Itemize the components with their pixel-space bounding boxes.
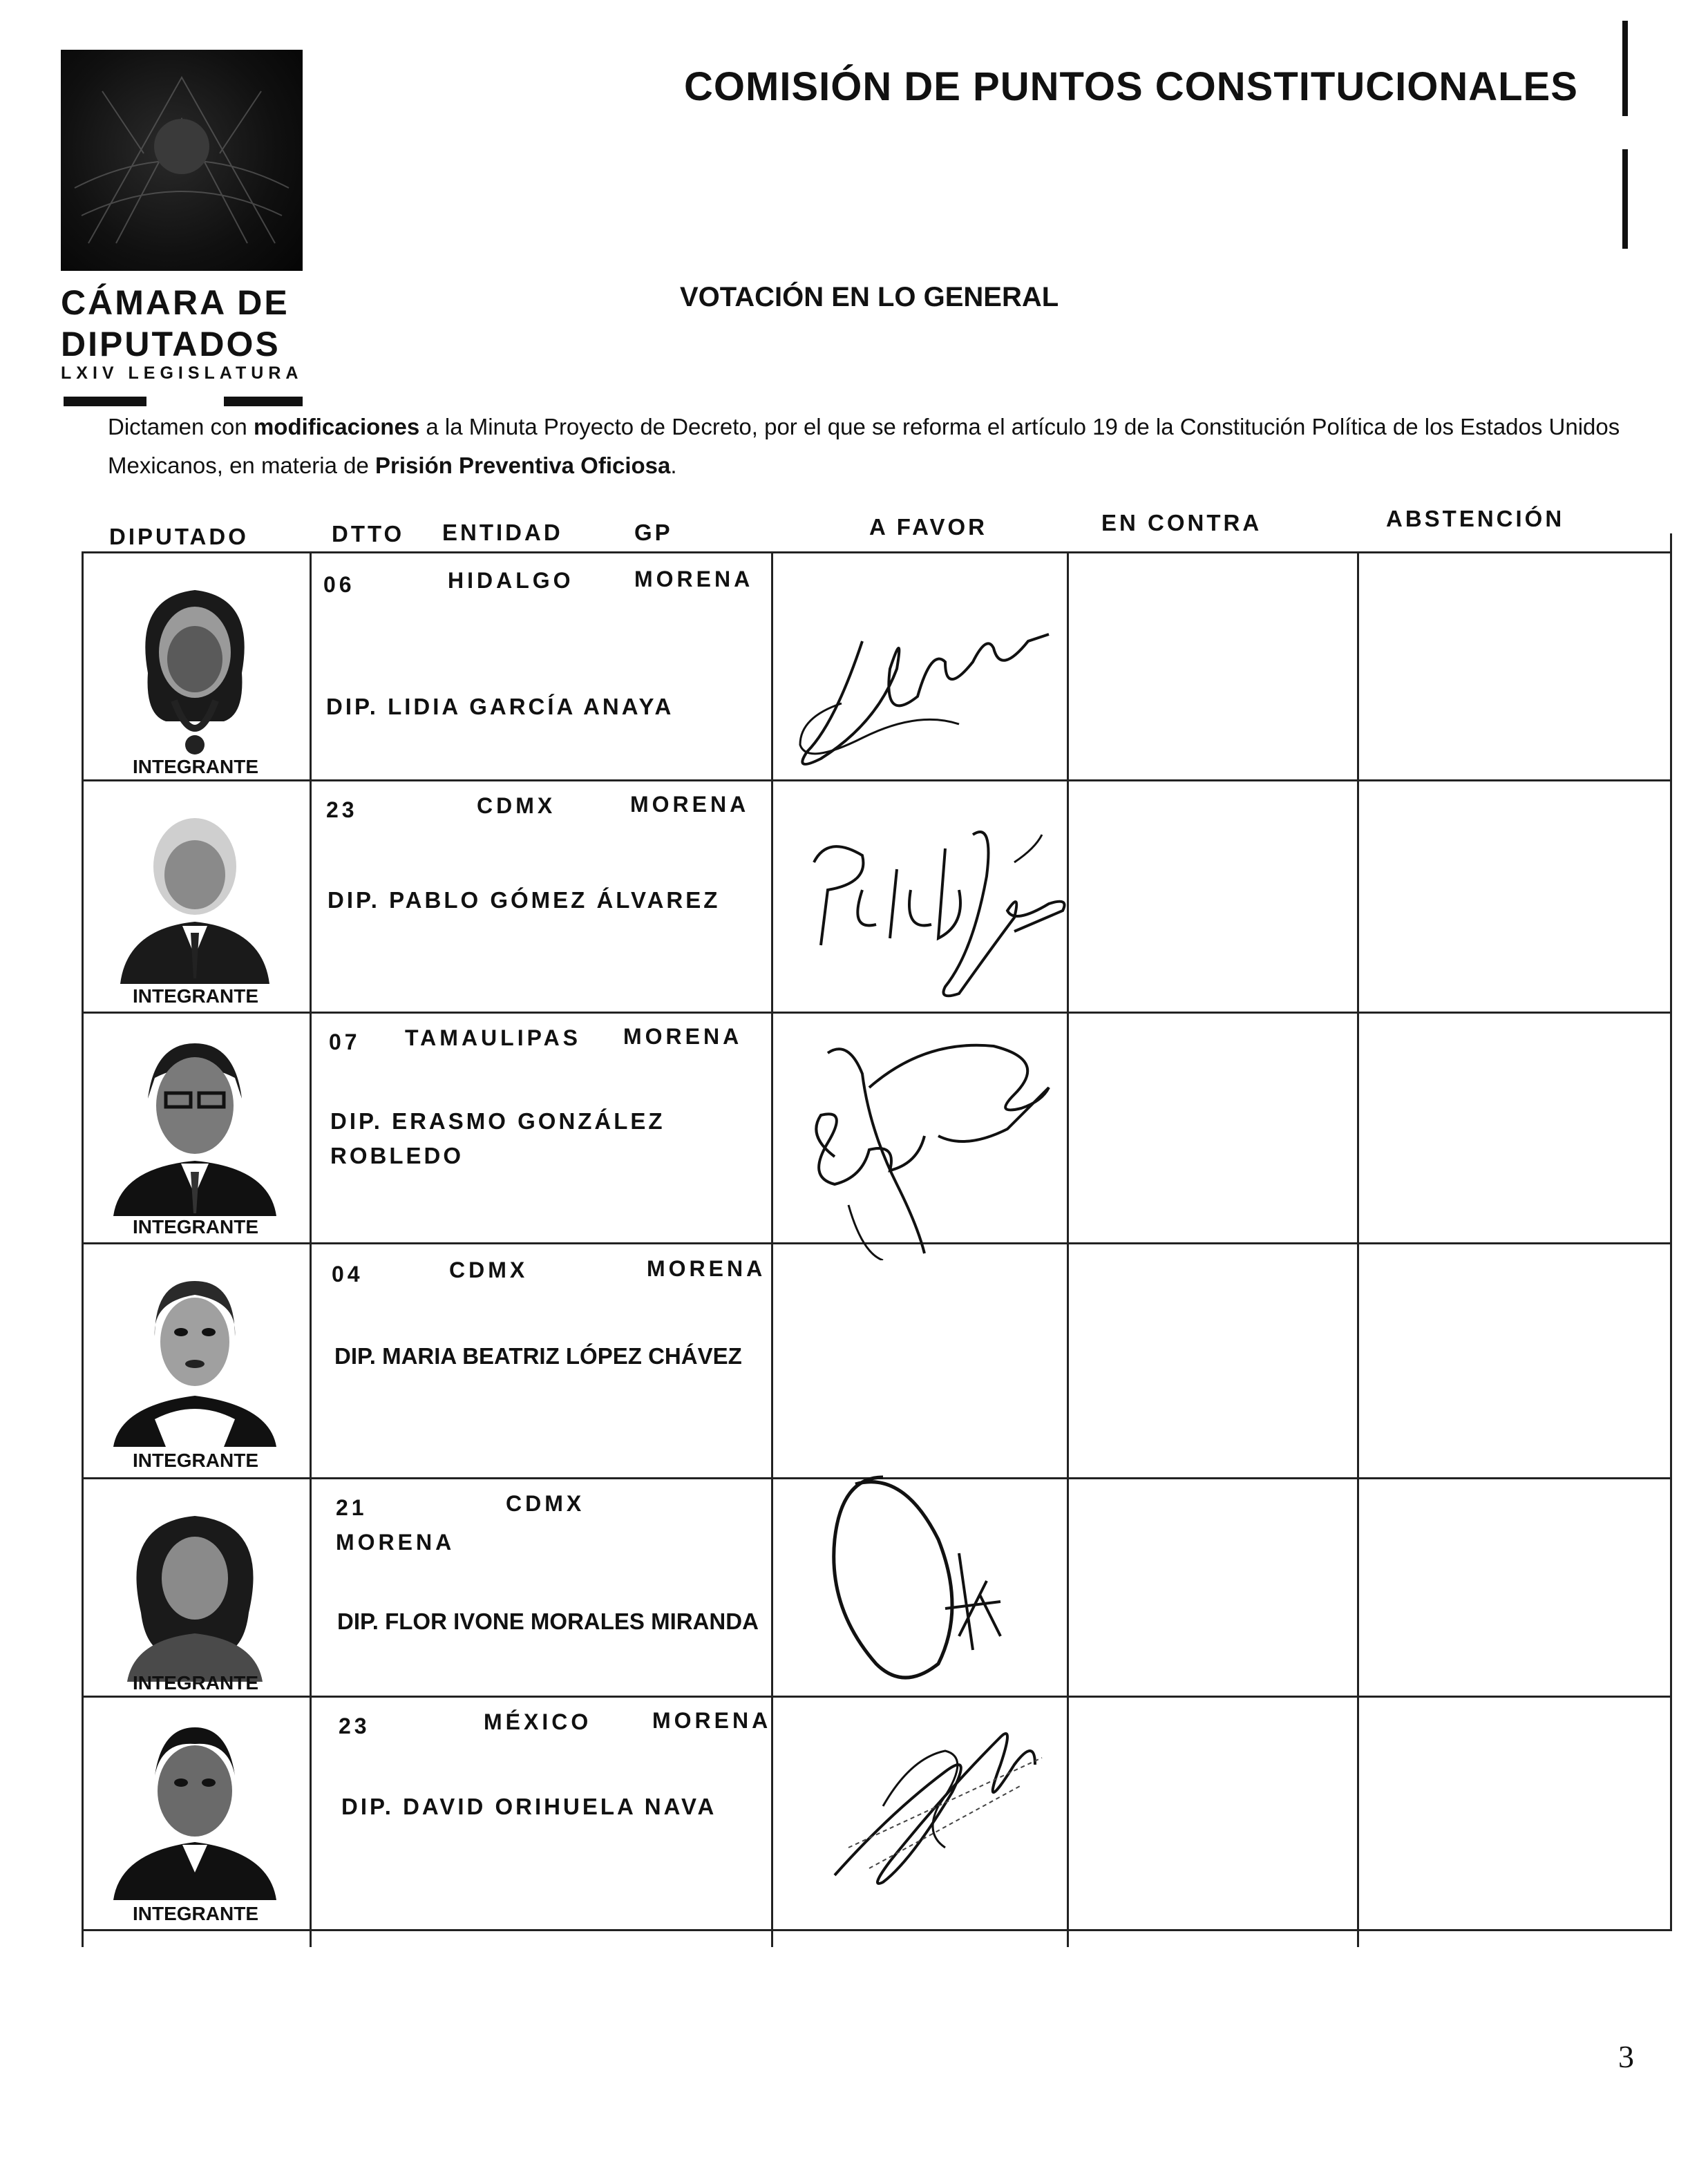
entity: TAMAULIPAS xyxy=(405,1025,582,1050)
role-label: INTEGRANTE xyxy=(133,985,258,1007)
entity: HIDALGO xyxy=(448,568,574,593)
entity: CDMX xyxy=(506,1491,585,1516)
logo-bar-right xyxy=(224,397,303,406)
table-row xyxy=(82,779,1672,1014)
col-header-gp: GP xyxy=(634,520,673,545)
party: MORENA xyxy=(652,1708,772,1733)
deputy-name-line2: ROBLEDO xyxy=(330,1143,464,1168)
signature-a-favor xyxy=(786,807,1076,1007)
signature-a-favor xyxy=(800,1457,1076,1691)
intro-bold: Prisión Preventiva Oficiosa xyxy=(375,453,671,478)
col-header-entidad: ENTIDAD xyxy=(442,520,563,545)
scan-edge-mark xyxy=(1622,21,1628,116)
district: 23 xyxy=(339,1714,370,1738)
intro-text: Dictamen con xyxy=(108,414,254,439)
table-row xyxy=(82,1242,1672,1479)
district: 04 xyxy=(332,1262,363,1287)
chamber-logo xyxy=(61,50,303,271)
role-label: INTEGRANTE xyxy=(133,1450,258,1471)
deputy-name: DIP. DAVID ORIHUELA NAVA xyxy=(341,1794,717,1819)
signature-a-favor xyxy=(807,1709,1070,1917)
deputy-photo xyxy=(106,569,283,756)
role-label: INTEGRANTE xyxy=(133,1903,258,1924)
deputy-name: DIP. PABLO GÓMEZ ÁLVAREZ xyxy=(328,887,721,913)
role-label: INTEGRANTE xyxy=(133,756,258,777)
party: MORENA xyxy=(630,792,750,817)
deputy-photo xyxy=(106,1714,283,1900)
intro-bold: modificaciones xyxy=(253,414,420,439)
page-number: 3 xyxy=(1618,2039,1634,2074)
org-name-line2: DIPUTADOS xyxy=(61,325,281,363)
commission-title: COMISIÓN DE PUNTOS CONSTITUCIONALES xyxy=(684,64,1578,109)
district: 06 xyxy=(323,572,355,597)
logo-emblem-icon xyxy=(61,50,303,271)
table-border-bottom xyxy=(82,1929,1672,1931)
party: MORENA xyxy=(623,1024,743,1049)
deputy-name: DIP. MARIA BEATRIZ LÓPEZ CHÁVEZ xyxy=(334,1343,742,1369)
deputy-photo xyxy=(106,1495,283,1682)
vote-type-title: VOTACIÓN EN LO GENERAL xyxy=(680,282,1059,312)
deputy-photo xyxy=(106,797,283,984)
org-name xyxy=(61,282,290,365)
deputy-photo xyxy=(106,1030,283,1216)
col-header-a-favor: A FAVOR xyxy=(869,514,988,540)
entity: CDMX xyxy=(449,1258,529,1282)
deputy-name xyxy=(330,1104,665,1173)
table-row xyxy=(82,1696,1672,1930)
entity: CDMX xyxy=(477,793,556,818)
district: 07 xyxy=(329,1030,361,1054)
deputy-photo xyxy=(106,1260,283,1447)
legislature-label: LXIV LEGISLATURA xyxy=(61,363,303,383)
signature-a-favor xyxy=(779,586,1070,779)
signature-a-favor xyxy=(786,1032,1076,1260)
col-header-en-contra: EN CONTRA xyxy=(1101,510,1262,535)
table-row xyxy=(82,551,1672,781)
party: MORENA xyxy=(647,1256,766,1281)
scan-edge-mark xyxy=(1622,149,1628,249)
intro-text: . xyxy=(670,453,677,478)
logo-bar-left xyxy=(64,397,146,406)
col-header-abstencion: ABSTENCIÓN xyxy=(1386,506,1565,531)
col-header-dtto: DTTO xyxy=(332,521,405,547)
org-name-line1: CÁMARA DE xyxy=(61,283,290,322)
intro-paragraph xyxy=(108,408,1628,485)
party: MORENA xyxy=(336,1530,455,1555)
vote-table xyxy=(82,533,1672,1947)
role-label: INTEGRANTE xyxy=(133,1672,258,1694)
party: MORENA xyxy=(634,567,754,591)
role-label: INTEGRANTE xyxy=(133,1216,258,1237)
entity: MÉXICO xyxy=(484,1709,592,1734)
deputy-name: DIP. FLOR IVONE MORALES MIRANDA xyxy=(337,1609,759,1634)
table-row xyxy=(82,1012,1672,1244)
district: 21 xyxy=(336,1495,368,1520)
col-header-diputado: DIPUTADO xyxy=(109,524,249,549)
table-row xyxy=(82,1477,1672,1698)
deputy-name: DIP. LIDIA GARCÍA ANAYA xyxy=(326,694,674,719)
district: 23 xyxy=(326,797,358,822)
deputy-name-line1: DIP. ERASMO GONZÁLEZ xyxy=(330,1108,665,1134)
intro-text: a la Minuta Proyecto de Decreto, por el que se reforma el artículo 19 de la Constitución Política de los Estados Unidos Mexicanos, en materia de xyxy=(108,414,1620,478)
